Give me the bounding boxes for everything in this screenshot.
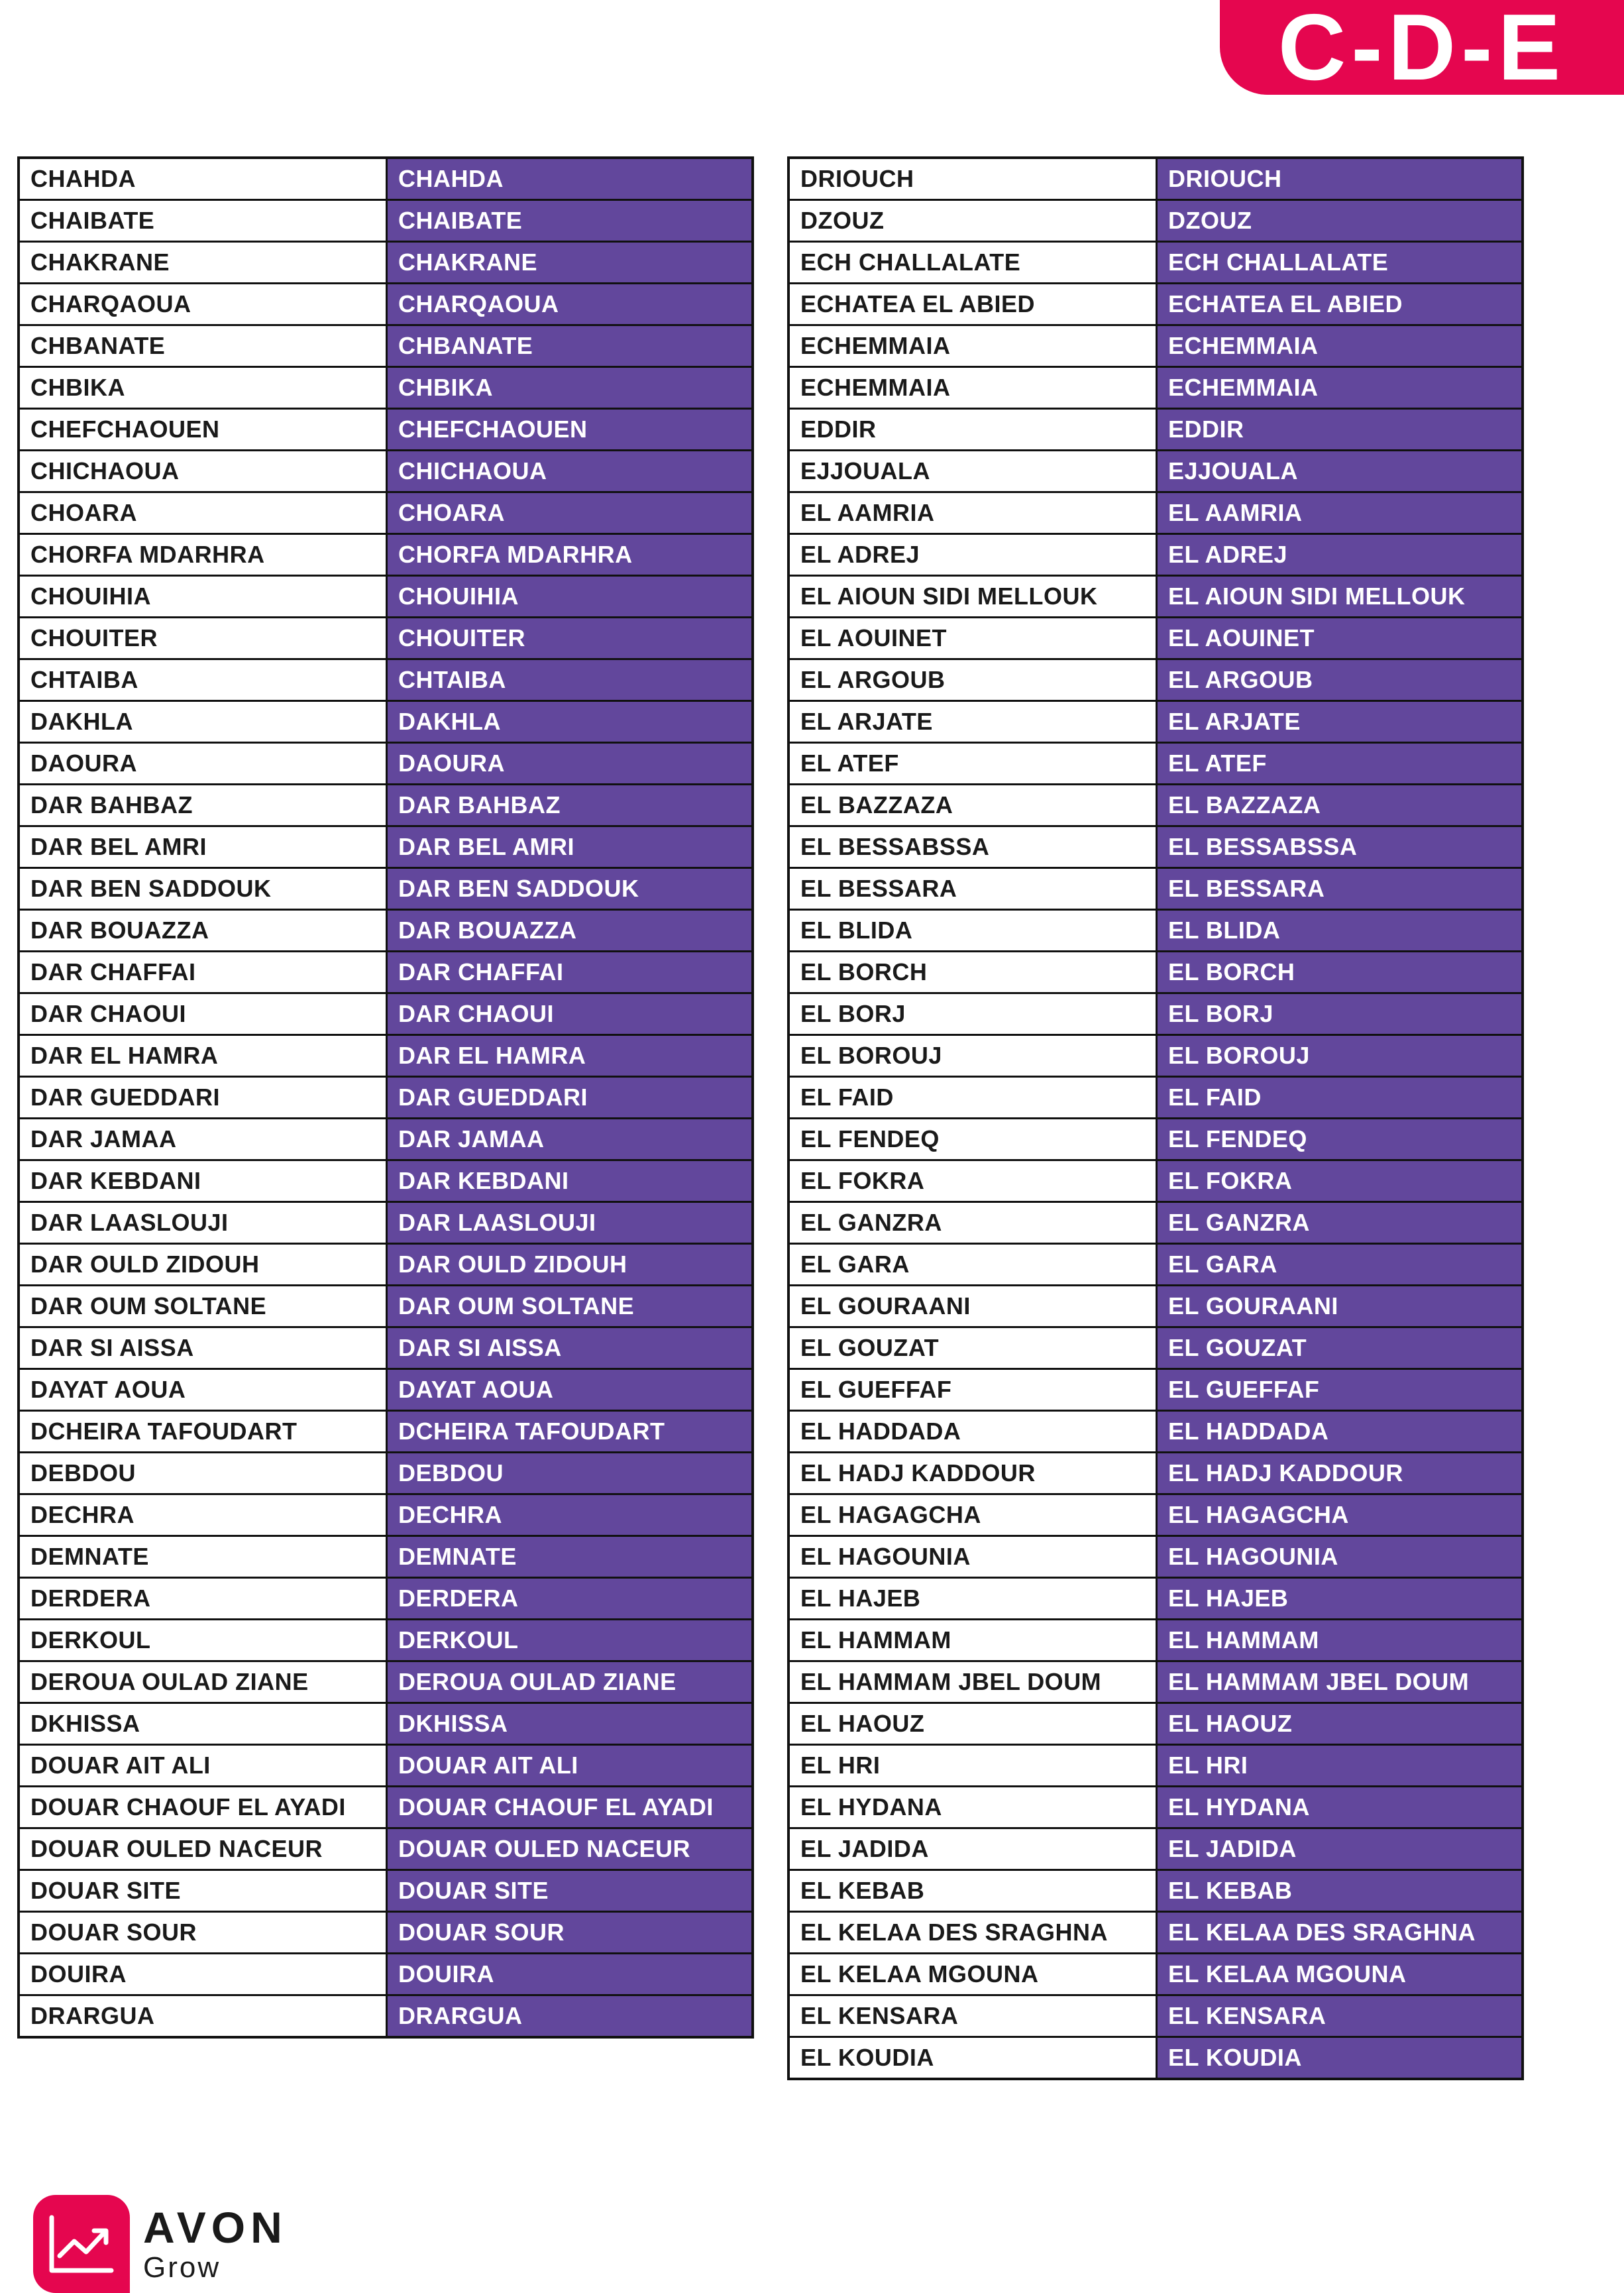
- city-name-cell: EL HAMMAM JBEL DOUM: [788, 1661, 1157, 1703]
- city-name-highlight-cell: DRARGUA: [387, 1995, 753, 2038]
- city-name-cell: ECH CHALLALATE: [788, 242, 1157, 284]
- city-name-cell: EL BLIDA: [788, 910, 1157, 952]
- city-name-highlight-cell: EL KELAA MGOUNA: [1157, 1954, 1523, 1995]
- city-name-cell: DAR BEN SADDOUK: [19, 868, 387, 910]
- growth-chart-icon: [33, 2195, 130, 2293]
- table-row: [788, 743, 1523, 785]
- table-row: [788, 1536, 1523, 1578]
- city-name-cell: CHOUITER: [19, 618, 387, 659]
- city-name-cell: EL KOUDIA: [788, 2037, 1157, 2080]
- city-name-cell: DZOUZ: [788, 200, 1157, 242]
- city-name-cell: EL GANZRA: [788, 1202, 1157, 1244]
- table-row: [788, 1411, 1523, 1453]
- table-row: [19, 1035, 753, 1077]
- table-row: [19, 1411, 753, 1453]
- table-row: [19, 1244, 753, 1286]
- city-name-cell: EL HYDANA: [788, 1787, 1157, 1828]
- table-row: [19, 910, 753, 952]
- city-name-highlight-cell: EL KENSARA: [1157, 1995, 1523, 2037]
- table-row: [788, 1620, 1523, 1661]
- table-row: [19, 1160, 753, 1202]
- city-name-highlight-cell: CHOUIHIA: [387, 576, 753, 618]
- city-name-highlight-cell: EL HAMMAM JBEL DOUM: [1157, 1661, 1523, 1703]
- table-row: [788, 1160, 1523, 1202]
- table-row: [788, 576, 1523, 618]
- city-name-highlight-cell: CHBANATE: [387, 325, 753, 367]
- city-name-highlight-cell: DAR BOUAZZA: [387, 910, 753, 952]
- table-row: [19, 785, 753, 826]
- city-name-highlight-cell: EL FAID: [1157, 1077, 1523, 1119]
- city-name-highlight-cell: DAR CHAOUI: [387, 993, 753, 1035]
- city-name-cell: DOUAR CHAOUF EL AYADI: [19, 1787, 387, 1828]
- city-name-cell: DAR OULD ZIDOUH: [19, 1244, 387, 1286]
- city-name-highlight-cell: EDDIR: [1157, 409, 1523, 451]
- city-name-cell: DAOURA: [19, 743, 387, 785]
- city-name-cell: EL HADDADA: [788, 1411, 1157, 1453]
- city-name-highlight-cell: DRIOUCH: [1157, 158, 1523, 200]
- city-name-highlight-cell: DOUAR SOUR: [387, 1912, 753, 1954]
- city-name-highlight-cell: EL ARJATE: [1157, 701, 1523, 743]
- table-row: [19, 576, 753, 618]
- table-row: [19, 1828, 753, 1870]
- table-row: [788, 1369, 1523, 1411]
- city-name-highlight-cell: DECHRA: [387, 1494, 753, 1536]
- table-row: [788, 701, 1523, 743]
- city-name-highlight-cell: EL BORJ: [1157, 993, 1523, 1035]
- city-name-cell: DAR GUEDDARI: [19, 1077, 387, 1119]
- city-name-highlight-cell: DOUAR SITE: [387, 1870, 753, 1912]
- table-row: [19, 534, 753, 576]
- city-name-cell: EL GOUZAT: [788, 1327, 1157, 1369]
- city-name-highlight-cell: DERDERA: [387, 1578, 753, 1620]
- table-row: [19, 1494, 753, 1536]
- city-name-highlight-cell: DOUAR AIT ALI: [387, 1745, 753, 1787]
- city-name-cell: EL BESSARA: [788, 868, 1157, 910]
- city-name-highlight-cell: DAR LAASLOUJI: [387, 1202, 753, 1244]
- table-row: [19, 1369, 753, 1411]
- city-name-cell: EL FENDEQ: [788, 1119, 1157, 1160]
- city-name-cell: DAR KEBDANI: [19, 1160, 387, 1202]
- table-row: [788, 1912, 1523, 1954]
- table-row: [19, 1119, 753, 1160]
- city-name-highlight-cell: EL KOUDIA: [1157, 2037, 1523, 2080]
- city-name-highlight-cell: EL BESSARA: [1157, 868, 1523, 910]
- city-name-cell: EL ATEF: [788, 743, 1157, 785]
- table-row: [19, 952, 753, 993]
- city-name-highlight-cell: CHAHDA: [387, 158, 753, 200]
- city-name-cell: EL AAMRIA: [788, 492, 1157, 534]
- city-name-highlight-cell: EL GOURAANI: [1157, 1286, 1523, 1327]
- city-name-cell: EL KELAA MGOUNA: [788, 1954, 1157, 1995]
- city-name-highlight-cell: EL GUEFFAF: [1157, 1369, 1523, 1411]
- table-row: [788, 2037, 1523, 2080]
- city-name-cell: CHICHAOUA: [19, 451, 387, 492]
- city-name-highlight-cell: EL ARGOUB: [1157, 659, 1523, 701]
- city-name-cell: DEROUA OULAD ZIANE: [19, 1661, 387, 1703]
- table-row: [788, 868, 1523, 910]
- table-row: [788, 284, 1523, 325]
- city-name-cell: EL HAJEB: [788, 1578, 1157, 1620]
- city-name-cell: CHTAIBA: [19, 659, 387, 701]
- table-row: [19, 1327, 753, 1369]
- table-row: [19, 1745, 753, 1787]
- city-name-cell: ECHATEA EL ABIED: [788, 284, 1157, 325]
- table-row: [788, 534, 1523, 576]
- city-name-highlight-cell: EL HADJ KADDOUR: [1157, 1453, 1523, 1494]
- city-name-highlight-cell: CHEFCHAOUEN: [387, 409, 753, 451]
- city-name-highlight-cell: DOUAR CHAOUF EL AYADI: [387, 1787, 753, 1828]
- table-row: [19, 1202, 753, 1244]
- city-name-highlight-cell: EL KELAA DES SRAGHNA: [1157, 1912, 1523, 1954]
- table-row: [788, 910, 1523, 952]
- city-name-highlight-cell: DAR OULD ZIDOUH: [387, 1244, 753, 1286]
- city-name-cell: EL ARJATE: [788, 701, 1157, 743]
- city-name-highlight-cell: CHTAIBA: [387, 659, 753, 701]
- table-row: [19, 367, 753, 409]
- table-row: [19, 1912, 753, 1954]
- city-name-cell: EL KENSARA: [788, 1995, 1157, 2037]
- table-row: [19, 1703, 753, 1745]
- city-name-highlight-cell: DAOURA: [387, 743, 753, 785]
- table-row: [788, 1327, 1523, 1369]
- table-row: [19, 200, 753, 242]
- city-name-cell: EL FAID: [788, 1077, 1157, 1119]
- letters-badge: C-D-E: [1220, 0, 1624, 95]
- city-name-highlight-cell: DAR SI AISSA: [387, 1327, 753, 1369]
- table-row: [788, 618, 1523, 659]
- table-row: [788, 158, 1523, 200]
- table-row: [19, 451, 753, 492]
- table-row: [19, 1077, 753, 1119]
- city-name-cell: DEMNATE: [19, 1536, 387, 1578]
- city-name-highlight-cell: CHOARA: [387, 492, 753, 534]
- city-name-highlight-cell: EL JADIDA: [1157, 1828, 1523, 1870]
- city-name-highlight-cell: DAR BEL AMRI: [387, 826, 753, 868]
- city-name-cell: CHBIKA: [19, 367, 387, 409]
- table-row: [788, 826, 1523, 868]
- city-name-highlight-cell: ECHATEA EL ABIED: [1157, 284, 1523, 325]
- city-name-highlight-cell: DERKOUL: [387, 1620, 753, 1661]
- table-row: [19, 701, 753, 743]
- city-name-highlight-cell: DAR OUM SOLTANE: [387, 1286, 753, 1327]
- table-row: [788, 1703, 1523, 1745]
- city-name-highlight-cell: DEROUA OULAD ZIANE: [387, 1661, 753, 1703]
- city-name-cell: DOUAR AIT ALI: [19, 1745, 387, 1787]
- city-name-highlight-cell: EL ATEF: [1157, 743, 1523, 785]
- city-name-highlight-cell: EL HAMMAM: [1157, 1620, 1523, 1661]
- city-name-cell: EL HAMMAM: [788, 1620, 1157, 1661]
- city-name-cell: DKHISSA: [19, 1703, 387, 1745]
- table-row: [788, 1870, 1523, 1912]
- city-name-cell: CHBANATE: [19, 325, 387, 367]
- city-name-cell: DERKOUL: [19, 1620, 387, 1661]
- city-name-highlight-cell: DAR KEBDANI: [387, 1160, 753, 1202]
- city-name-cell: EL HAGOUNIA: [788, 1536, 1157, 1578]
- table-row: [788, 1745, 1523, 1787]
- table-row: [19, 492, 753, 534]
- city-name-highlight-cell: DAR BAHBAZ: [387, 785, 753, 826]
- city-name-cell: DAR OUM SOLTANE: [19, 1286, 387, 1327]
- city-name-cell: ECHEMMAIA: [788, 367, 1157, 409]
- table-row: [19, 659, 753, 701]
- table-row: [19, 826, 753, 868]
- table-row: [788, 659, 1523, 701]
- city-name-highlight-cell: DAYAT AOUA: [387, 1369, 753, 1411]
- city-name-highlight-cell: EL BAZZAZA: [1157, 785, 1523, 826]
- city-name-highlight-cell: EL AIOUN SIDI MELLOUK: [1157, 576, 1523, 618]
- city-name-cell: EL BOROUJ: [788, 1035, 1157, 1077]
- table-row: [788, 1661, 1523, 1703]
- table-row: [19, 1286, 753, 1327]
- city-name-cell: DAR BEL AMRI: [19, 826, 387, 868]
- table-row: [788, 1995, 1523, 2037]
- city-name-cell: DEBDOU: [19, 1453, 387, 1494]
- city-name-highlight-cell: CHICHAOUA: [387, 451, 753, 492]
- city-name-cell: CHOARA: [19, 492, 387, 534]
- table-row: [788, 1787, 1523, 1828]
- city-name-highlight-cell: EL BESSABSSA: [1157, 826, 1523, 868]
- city-name-highlight-cell: EL BORCH: [1157, 952, 1523, 993]
- city-name-highlight-cell: CHAIBATE: [387, 200, 753, 242]
- city-name-highlight-cell: CHBIKA: [387, 367, 753, 409]
- city-name-highlight-cell: CHORFA MDARHRA: [387, 534, 753, 576]
- city-name-highlight-cell: CHARQAOUA: [387, 284, 753, 325]
- table-row: [19, 993, 753, 1035]
- city-name-cell: DOUAR SOUR: [19, 1912, 387, 1954]
- city-name-highlight-cell: DAR JAMAA: [387, 1119, 753, 1160]
- table-row: [788, 1453, 1523, 1494]
- city-name-highlight-cell: EL ADREJ: [1157, 534, 1523, 576]
- city-name-cell: EL BAZZAZA: [788, 785, 1157, 826]
- city-name-highlight-cell: DOUIRA: [387, 1954, 753, 1995]
- city-name-highlight-cell: DKHISSA: [387, 1703, 753, 1745]
- city-name-cell: DAR EL HAMRA: [19, 1035, 387, 1077]
- city-name-cell: DAR LAASLOUJI: [19, 1202, 387, 1244]
- city-name-highlight-cell: DOUAR OULED NACEUR: [387, 1828, 753, 1870]
- city-name-cell: EL HRI: [788, 1745, 1157, 1787]
- table-row: [788, 242, 1523, 284]
- city-name-highlight-cell: EL FOKRA: [1157, 1160, 1523, 1202]
- city-table-left: [17, 156, 754, 2039]
- city-name-highlight-cell: DEBDOU: [387, 1453, 753, 1494]
- city-name-cell: DOUIRA: [19, 1954, 387, 1995]
- table-row: [788, 1578, 1523, 1620]
- table-row: [19, 743, 753, 785]
- table-row: [19, 325, 753, 367]
- city-name-highlight-cell: DAR BEN SADDOUK: [387, 868, 753, 910]
- table-row: [788, 1077, 1523, 1119]
- table-row: [19, 409, 753, 451]
- table-row: [19, 284, 753, 325]
- table-row: [788, 1494, 1523, 1536]
- city-name-cell: EL FOKRA: [788, 1160, 1157, 1202]
- city-name-highlight-cell: DCHEIRA TAFOUDART: [387, 1411, 753, 1453]
- table-row: [788, 325, 1523, 367]
- city-name-cell: DAR CHAOUI: [19, 993, 387, 1035]
- city-name-cell: DOUAR OULED NACEUR: [19, 1828, 387, 1870]
- city-name-cell: ECHEMMAIA: [788, 325, 1157, 367]
- city-name-highlight-cell: EL AAMRIA: [1157, 492, 1523, 534]
- city-name-cell: DECHRA: [19, 1494, 387, 1536]
- city-name-cell: DAR SI AISSA: [19, 1327, 387, 1369]
- city-name-cell: EL GUEFFAF: [788, 1369, 1157, 1411]
- city-name-cell: CHORFA MDARHRA: [19, 534, 387, 576]
- city-name-highlight-cell: DEMNATE: [387, 1536, 753, 1578]
- table-row: [19, 1954, 753, 1995]
- avon-grow-logo: [33, 2195, 298, 2293]
- city-name-cell: CHARQAOUA: [19, 284, 387, 325]
- city-name-highlight-cell: EL HAJEB: [1157, 1578, 1523, 1620]
- city-name-highlight-cell: EL BLIDA: [1157, 910, 1523, 952]
- brand-name: AVON: [143, 2203, 288, 2252]
- city-name-cell: CHOUIHIA: [19, 576, 387, 618]
- table-row: [788, 492, 1523, 534]
- city-name-cell: EL HADJ KADDOUR: [788, 1453, 1157, 1494]
- table-row: [788, 409, 1523, 451]
- table-row: [19, 1870, 753, 1912]
- city-name-cell: DAR BAHBAZ: [19, 785, 387, 826]
- city-name-cell: DRARGUA: [19, 1995, 387, 2038]
- city-name-highlight-cell: DAR CHAFFAI: [387, 952, 753, 993]
- city-name-cell: EL HAOUZ: [788, 1703, 1157, 1745]
- city-name-cell: DAR CHAFFAI: [19, 952, 387, 993]
- brand-subtitle: Grow: [143, 2251, 221, 2284]
- table-row: [788, 1286, 1523, 1327]
- city-name-cell: CHEFCHAOUEN: [19, 409, 387, 451]
- city-name-cell: EL BESSABSSA: [788, 826, 1157, 868]
- city-name-cell: DAR BOUAZZA: [19, 910, 387, 952]
- city-name-highlight-cell: EL GOUZAT: [1157, 1327, 1523, 1369]
- city-name-highlight-cell: EL HYDANA: [1157, 1787, 1523, 1828]
- city-name-cell: EL HAGAGCHA: [788, 1494, 1157, 1536]
- city-name-highlight-cell: ECH CHALLALATE: [1157, 242, 1523, 284]
- city-name-cell: EJJOUALA: [788, 451, 1157, 492]
- city-name-highlight-cell: EL HAGAGCHA: [1157, 1494, 1523, 1536]
- table-row: [788, 1035, 1523, 1077]
- city-name-highlight-cell: EL GARA: [1157, 1244, 1523, 1286]
- table-row: [19, 1995, 753, 2038]
- table-row: [788, 993, 1523, 1035]
- city-name-cell: EL AIOUN SIDI MELLOUK: [788, 576, 1157, 618]
- city-name-cell: CHAIBATE: [19, 200, 387, 242]
- city-name-highlight-cell: EL FENDEQ: [1157, 1119, 1523, 1160]
- city-name-cell: CHAHDA: [19, 158, 387, 200]
- city-name-highlight-cell: EL HAOUZ: [1157, 1703, 1523, 1745]
- table-row: [19, 1578, 753, 1620]
- table-row: [19, 618, 753, 659]
- city-name-cell: DAYAT AOUA: [19, 1369, 387, 1411]
- table-row: [788, 1244, 1523, 1286]
- city-name-highlight-cell: CHOUITER: [387, 618, 753, 659]
- table-row: [788, 200, 1523, 242]
- city-name-highlight-cell: DAR GUEDDARI: [387, 1077, 753, 1119]
- city-name-highlight-cell: DAKHLA: [387, 701, 753, 743]
- city-name-cell: DAR JAMAA: [19, 1119, 387, 1160]
- table-row: [19, 1620, 753, 1661]
- city-name-highlight-cell: EL HRI: [1157, 1745, 1523, 1787]
- table-row: [788, 1828, 1523, 1870]
- table-row: [788, 952, 1523, 993]
- city-name-highlight-cell: ECHEMMAIA: [1157, 367, 1523, 409]
- city-name-cell: EL ADREJ: [788, 534, 1157, 576]
- city-name-highlight-cell: ECHEMMAIA: [1157, 325, 1523, 367]
- city-name-cell: DERDERA: [19, 1578, 387, 1620]
- city-name-cell: EL GARA: [788, 1244, 1157, 1286]
- city-name-cell: DCHEIRA TAFOUDART: [19, 1411, 387, 1453]
- table-row: [19, 1787, 753, 1828]
- table-row: [788, 451, 1523, 492]
- city-table-right: [787, 156, 1524, 2080]
- city-name-cell: EDDIR: [788, 409, 1157, 451]
- city-name-highlight-cell: EL AOUINET: [1157, 618, 1523, 659]
- table-row: [19, 242, 753, 284]
- city-name-cell: DOUAR SITE: [19, 1870, 387, 1912]
- city-name-highlight-cell: EL HAGOUNIA: [1157, 1536, 1523, 1578]
- city-name-cell: EL AOUINET: [788, 618, 1157, 659]
- city-name-highlight-cell: DAR EL HAMRA: [387, 1035, 753, 1077]
- city-name-cell: EL ARGOUB: [788, 659, 1157, 701]
- city-name-highlight-cell: CHAKRANE: [387, 242, 753, 284]
- table-row: [19, 1661, 753, 1703]
- city-name-highlight-cell: EL BOROUJ: [1157, 1035, 1523, 1077]
- city-name-cell: EL KELAA DES SRAGHNA: [788, 1912, 1157, 1954]
- table-row: [788, 1202, 1523, 1244]
- table-row: [788, 1119, 1523, 1160]
- city-name-cell: DRIOUCH: [788, 158, 1157, 200]
- city-name-highlight-cell: DZOUZ: [1157, 200, 1523, 242]
- city-name-highlight-cell: EJJOUALA: [1157, 451, 1523, 492]
- city-name-cell: EL BORCH: [788, 952, 1157, 993]
- city-name-cell: EL BORJ: [788, 993, 1157, 1035]
- table-row: [19, 868, 753, 910]
- city-name-highlight-cell: EL GANZRA: [1157, 1202, 1523, 1244]
- table-row: [19, 1536, 753, 1578]
- city-name-cell: CHAKRANE: [19, 242, 387, 284]
- city-name-cell: EL JADIDA: [788, 1828, 1157, 1870]
- table-row: [19, 158, 753, 200]
- city-name-cell: EL GOURAANI: [788, 1286, 1157, 1327]
- table-row: [19, 1453, 753, 1494]
- table-row: [788, 785, 1523, 826]
- city-name-highlight-cell: EL KEBAB: [1157, 1870, 1523, 1912]
- table-row: [788, 1954, 1523, 1995]
- city-name-highlight-cell: EL HADDADA: [1157, 1411, 1523, 1453]
- city-name-cell: EL KEBAB: [788, 1870, 1157, 1912]
- table-row: [788, 367, 1523, 409]
- city-name-cell: DAKHLA: [19, 701, 387, 743]
